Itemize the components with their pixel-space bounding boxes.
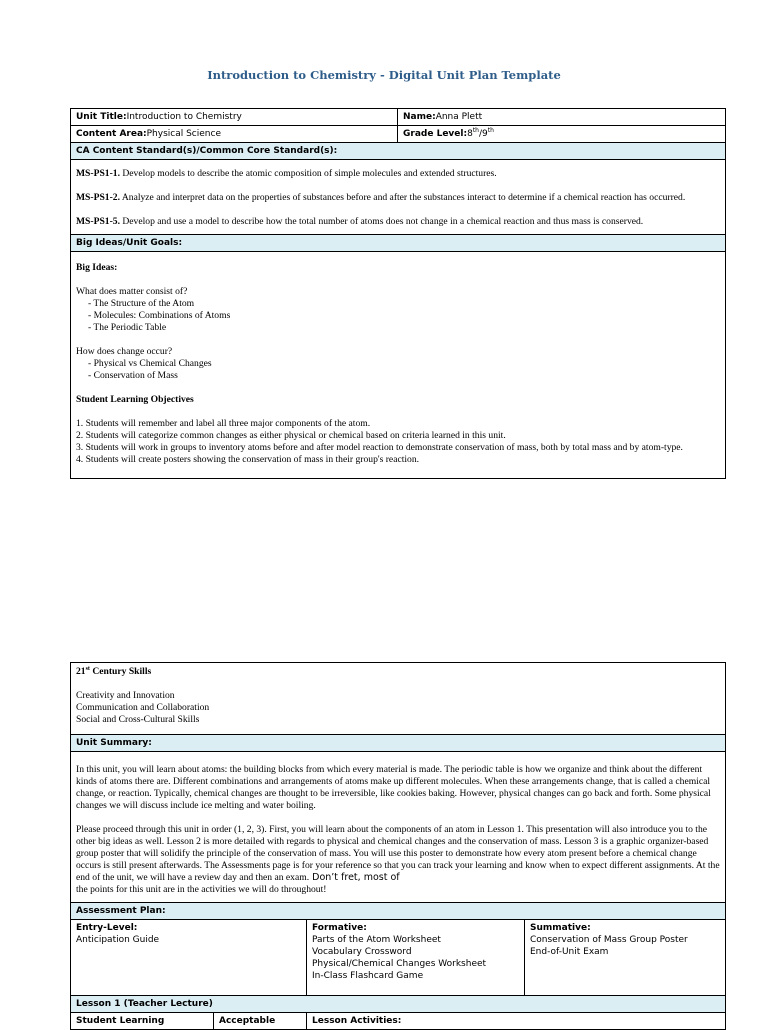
content-area-row bbox=[71, 126, 726, 143]
lesson1-heading: Lesson 1 (Teacher Lecture) bbox=[71, 996, 726, 1013]
summary-heading: Unit Summary: bbox=[71, 735, 726, 752]
objectives-heading: Student Learning Objectives bbox=[76, 394, 194, 405]
big-ideas-header-row bbox=[71, 235, 726, 252]
summary-paragraph: In this unit, you will learn about atoms: the building blocks from which every material is made. The periodic table is how we organize and think about the different kinds of atoms there are. Different combinations and arrangements of atoms make up different molecules. When these arrangements change, that is called a chemical change, or reaction. Typically, chemical changes are thought to be irreversible, like cookies baking. However, physical changes can go back and forth. Some physical changes we will discuss include ice melting and water boiling. bbox=[76, 764, 711, 811]
list-item: - The Structure of the Atom bbox=[88, 298, 195, 309]
unit-title-value: Introduction to Chemistry bbox=[126, 112, 242, 122]
skill-item: Social and Cross-Cultural Skills bbox=[76, 714, 200, 725]
skills-heading: 21st Century Skills bbox=[76, 665, 152, 677]
big-ideas-body bbox=[71, 252, 726, 479]
unit-title-row bbox=[71, 109, 726, 126]
lesson1-columns-row bbox=[71, 1013, 726, 1030]
name-value: Anna Plett bbox=[435, 112, 483, 122]
standards-body bbox=[71, 160, 726, 235]
objective-item: 2. Students will categorize common changes as either physical or chemical based on criteria learned in this unit. bbox=[76, 430, 506, 441]
objective-item: 4. Students will create posters showing the conservation of mass in their group's reaction. bbox=[76, 454, 420, 465]
objective-item: 1. Students will remember and label all three major components of the atom. bbox=[76, 418, 371, 429]
assessment-item: In-Class Flashcard Game bbox=[312, 971, 424, 981]
unit-title-cell bbox=[71, 109, 398, 126]
assessment-body-row bbox=[71, 920, 726, 996]
summative-cell bbox=[525, 920, 726, 996]
list-item: - Molecules: Combinations of Atoms bbox=[88, 310, 231, 321]
standards-body-row bbox=[71, 160, 726, 235]
name-cell bbox=[398, 109, 726, 126]
standards-heading: CA Content Standard(s)/Common Core Standard(s): bbox=[71, 143, 726, 160]
big-ideas-question: What does matter consist of? bbox=[76, 286, 188, 297]
big-ideas-subheading: Big Ideas: bbox=[76, 262, 118, 273]
skill-item: Creativity and Innovation bbox=[76, 690, 175, 701]
big-ideas-heading: Big Ideas/Unit Goals: bbox=[71, 235, 726, 252]
big-ideas-question: How does change occur? bbox=[76, 346, 173, 357]
big-ideas-body-row bbox=[71, 252, 726, 479]
summary-body bbox=[71, 752, 726, 903]
list-item: - Physical vs Chemical Changes bbox=[88, 358, 212, 369]
standard-item: MS-PS1-5. Develop and use a model to describe how the total number of atoms does not change in a chemical reaction and thus mass is conserved. bbox=[76, 216, 644, 227]
assessment-item: End-of-Unit Exam bbox=[530, 947, 609, 957]
grade-level-label: Grade Level: bbox=[403, 129, 468, 139]
summary-header-row bbox=[71, 735, 726, 752]
assessment-heading: Assessment Plan: bbox=[71, 903, 726, 920]
assessment-item: Physical/Chemical Changes Worksheet bbox=[312, 959, 487, 969]
grade-level-cell bbox=[398, 126, 726, 143]
formative-cell bbox=[307, 920, 525, 996]
summative-label: Summative: bbox=[530, 923, 591, 933]
entry-level-cell bbox=[71, 920, 307, 996]
unit-info-table bbox=[70, 108, 726, 479]
list-item: - The Periodic Table bbox=[88, 322, 167, 333]
skills-row bbox=[71, 663, 726, 735]
objective-item: 3. Students will work in groups to inventory atoms before and after model reaction to demonstrate conservation of mass, both by total mass and by atom-type. bbox=[76, 442, 683, 453]
standards-header-row bbox=[71, 143, 726, 160]
lesson1-col-student-learning: Student Learning bbox=[71, 1013, 214, 1030]
standard-item: MS-PS1-1. Develop models to describe the atomic composition of simple molecules and extended structures. bbox=[76, 168, 497, 179]
grade-level-value: 8th/9th bbox=[467, 127, 494, 139]
content-area-label: Content Area: bbox=[76, 129, 147, 139]
unit-title-label: Unit Title: bbox=[76, 112, 127, 122]
name-label: Name: bbox=[403, 112, 436, 122]
summary-paragraph: Please proceed through this unit in order (1, 2, 3). First, you will learn about the components of an atom in Lesson 1. This presentation will also introduce you to the other big ideas as well. Lesson 2 is more detailed with regards to physical and chemical changes and the conservation of mass. Lesson 3 is a graphic organizer-based group poster that will solidify the principle of the conservation of mass. You will use this poster to demonstrate how every atom present before a chemical change occurs is still present afterwards. The Assessments page is for your reference so that you can track your learning and know when to expect different assignments. At the end of the unit, we will have a review day and then an exam. Don’t fret, most of the points for this unit are in the activities we will do throughout! bbox=[76, 824, 720, 895]
summary-body-row bbox=[71, 752, 726, 903]
skills-body bbox=[71, 663, 726, 735]
lesson1-col-acceptable: Acceptable bbox=[214, 1013, 307, 1030]
standard-item: MS-PS1-2. Analyze and interpret data on the properties of substances before and after the substances interact to determine if a chemical reaction has occurred. bbox=[76, 192, 686, 203]
assessment-item: Conservation of Mass Group Poster bbox=[530, 935, 688, 945]
lesson1-col-activities: Lesson Activities: bbox=[307, 1013, 726, 1030]
lesson1-header-row bbox=[71, 996, 726, 1013]
document-title: Introduction to Chemistry - Digital Unit Plan Template bbox=[207, 68, 561, 82]
assessment-item: Vocabulary Crossword bbox=[312, 947, 412, 957]
content-area-cell bbox=[71, 126, 398, 143]
entry-level-label: Entry-Level: bbox=[76, 923, 138, 933]
unit-plan-table bbox=[70, 662, 726, 1030]
content-area-value: Physical Science bbox=[146, 129, 221, 139]
formative-label: Formative: bbox=[312, 923, 367, 933]
list-item: - Conservation of Mass bbox=[88, 370, 178, 381]
assessment-header-row bbox=[71, 903, 726, 920]
skill-item: Communication and Collaboration bbox=[76, 702, 210, 713]
assessment-item: Parts of the Atom Worksheet bbox=[312, 935, 441, 945]
assessment-item: Anticipation Guide bbox=[76, 935, 160, 945]
